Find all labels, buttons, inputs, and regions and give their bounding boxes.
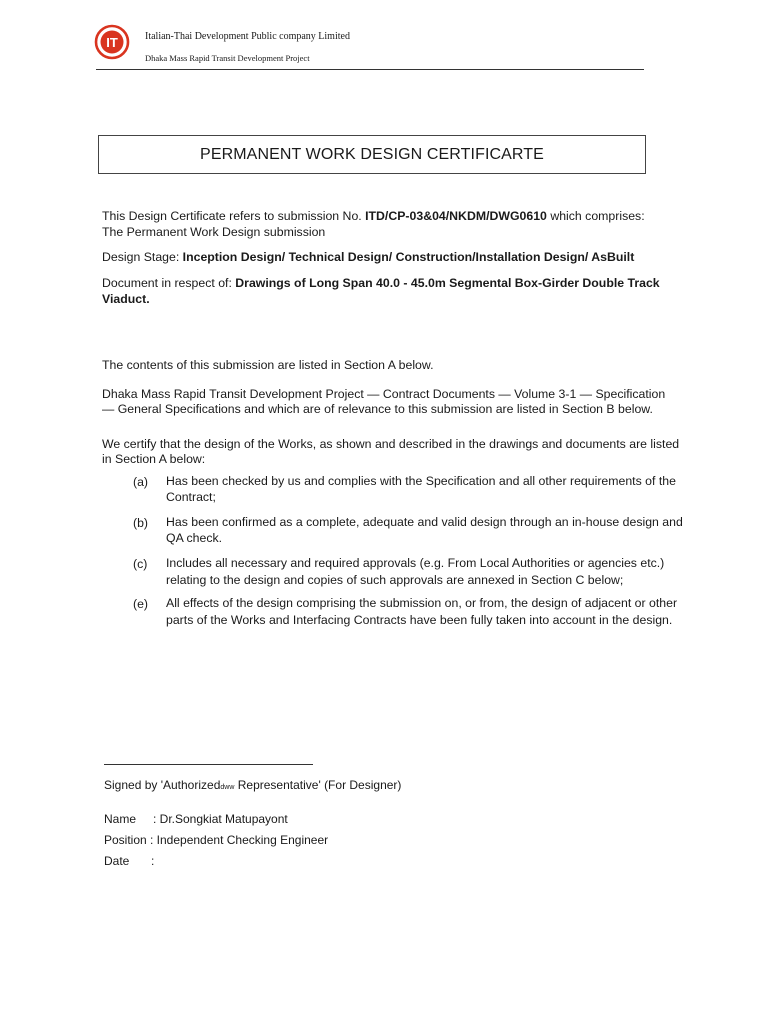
date-label: Date — [104, 854, 130, 868]
name-label: Name — [104, 812, 137, 826]
item-a-line-2: Contract; — [166, 490, 216, 504]
project-name: Dhaka Mass Rapid Transit Development Project — [145, 53, 310, 63]
intro-suffix: which comprises: — [550, 209, 645, 223]
signed-prefix: Signed by 'Authorized — [104, 778, 221, 792]
name-value: : Dr.Songkiat Matupayont — [153, 812, 288, 826]
signature-line — [104, 764, 313, 765]
design-stage-value: Inception Design/ Technical Design/ Construction/Installation Design/ AsBuilt — [182, 250, 635, 264]
document-label: Document in respect of: — [102, 276, 232, 290]
item-b-line-1: Has been confirmed as a complete, adequate and valid design through an in-house design and — [166, 515, 683, 529]
item-a-line-1: Has been checked by us and complies with the Specification and all other requirements of the — [166, 474, 676, 488]
item-e-label: (e) — [133, 597, 149, 611]
submission-number: ITD/CP-03&04/NKDM/DWG0610 — [365, 209, 547, 223]
item-e-line-2: parts of the Works and Interfacing Contracts have been fully taken into account in the design. — [166, 613, 673, 627]
signed-by-text — [104, 777, 401, 796]
company-name: Italian-Thai Development Public company Limited — [145, 31, 350, 42]
certificate-title: PERMANENT WORK DESIGN CERTIFICARTE — [98, 135, 646, 174]
document-line-1 — [102, 275, 660, 291]
intro-prefix: This Design Certificate refers to submission No. — [102, 209, 362, 223]
design-stage-label: Design Stage: — [102, 250, 180, 264]
item-b-label: (b) — [133, 516, 149, 530]
item-b-line-2: QA check. — [166, 531, 223, 545]
certify-line-2: in Section A below: — [102, 452, 206, 466]
section-b-line-1: Dhaka Mass Rapid Transit Development Project — Contract Documents — Volume 3-1 — Specification — [102, 387, 666, 401]
signed-suffix: Representative' (For Designer) — [234, 778, 402, 792]
position-label: Position — [104, 833, 147, 847]
date-value: : — [151, 854, 155, 868]
intro-line-2: The Permanent Work Design submission — [102, 225, 326, 239]
design-stage — [102, 249, 634, 265]
position-value: : Independent Checking Engineer — [150, 833, 329, 847]
item-c-line-1: Includes all necessary and required approvals (e.g. From Local Authorities or agencies etc.) — [166, 556, 665, 570]
section-a-text: The contents of this submission are listed in Section A below. — [102, 358, 434, 372]
intro-line-1 — [102, 208, 645, 224]
document-value: Drawings of Long Span 40.0 - 45.0m Segmental Box-Girder Double Track — [235, 276, 660, 290]
header-divider — [96, 69, 644, 70]
item-e-line-1: All effects of the design comprising the submission on, or from, the design of adjacent or other — [166, 596, 678, 610]
signed-small-mark: dww — [220, 784, 235, 791]
section-b-line-2: — General Specifications and which are of relevance to this submission are listed in Section B below. — [102, 402, 653, 416]
item-a-label: (a) — [133, 475, 149, 489]
document-line-2: Viaduct. — [102, 292, 150, 306]
certify-line-1: We certify that the design of the Works, as shown and described in the drawings and documents are listed — [102, 437, 680, 451]
company-logo — [94, 24, 130, 60]
item-c-label: (c) — [133, 557, 148, 571]
item-c-line-2: relating to the design and copies of such approvals are annexed in Section C below; — [166, 573, 624, 587]
logo-text: IT — [106, 35, 118, 50]
